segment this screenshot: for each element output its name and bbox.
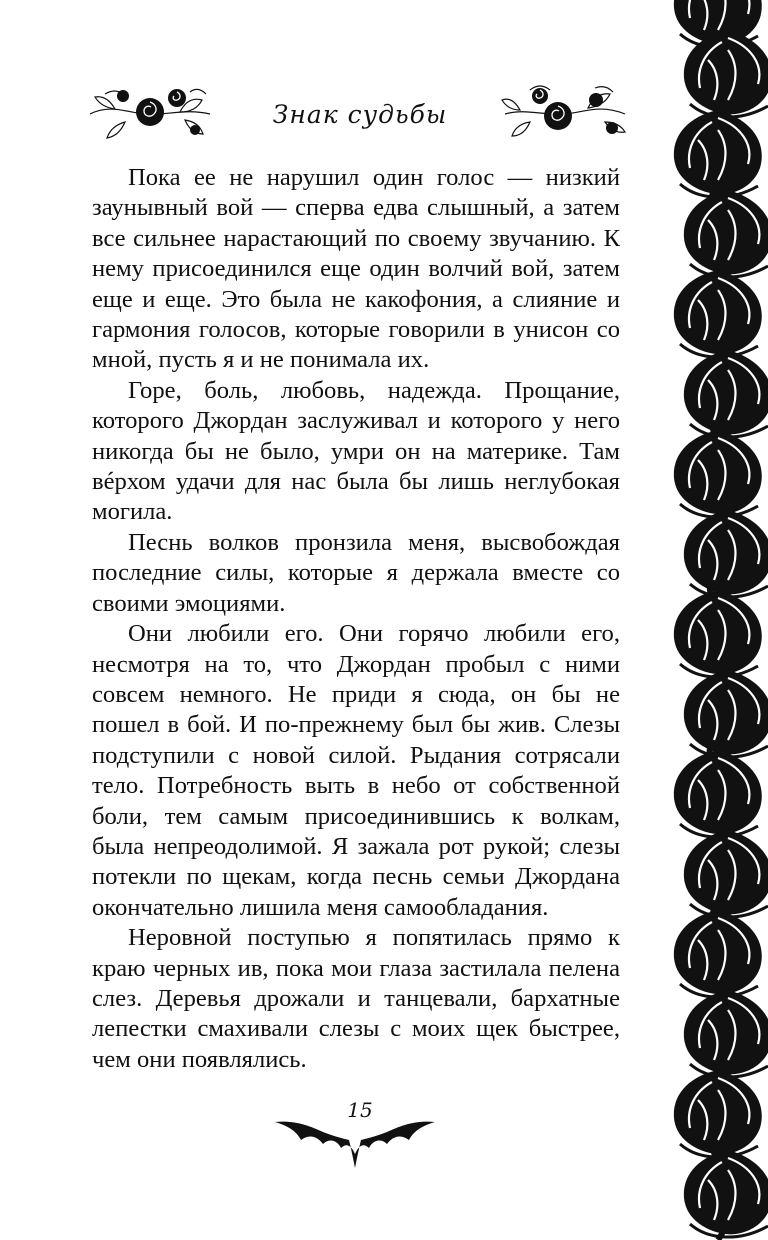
paragraph: Горе, боль, любовь, надежда. Прощание, которого Джордан заслуживал и которого у него никогда бы не было, умри он на материке. Там вéрхом удачи для нас была бы лишь неглубокая могила. [92, 376, 620, 526]
page-number: 15 [347, 1098, 373, 1122]
rose-ornament-right-icon [500, 74, 630, 154]
rose-ornament-left-icon [85, 74, 215, 154]
running-header [80, 70, 640, 160]
rose-border-icon [668, 0, 768, 1240]
body-text [92, 163, 620, 1075]
running-header-title: Знак судьбы [272, 100, 448, 129]
paragraph: Пока ее не нарушил один голос — низкий заунывный вой — сперва едва слышный, а затем все сильнее нарастающий по своему звучанию. К нему присоединился еще один волчий вой, затем еще и еще. Это была не какофония, а слияние и гармония голосов, которые говорили в унисон со мной, пусть я и не понимала их. [92, 164, 620, 374]
paragraph: Неровной поступью я попятилась прямо к краю черных ив, пока мои глаза застилала пелена слез. Деревья дрожали и танцевали, бархатные лепестки смахивали слезы с моих щек быстрее, чем они появлялись. [92, 924, 620, 1073]
paragraph: Они любили его. Они горячо любили его, несмотря на то, что Джордан пробыл с ними совсем немного. Не приди я сюда, он бы не пошел в бой. И по-прежнему был бы жив. Слезы подступили с новой силой. Рыдания сотрясали тело. Потребность выть в небо от собственной боли, тем самым присоединившись к волкам, была непреодолимой. Я зажала рот рукой; слезы потекли по щекам, когда песнь семьи Джордана окончательно лишила меня самообладания. [92, 620, 620, 921]
paragraph: Песнь волков пронзила меня, высвобождая последние силы, которые я держала вместе со своими эмоциями. [92, 528, 620, 617]
